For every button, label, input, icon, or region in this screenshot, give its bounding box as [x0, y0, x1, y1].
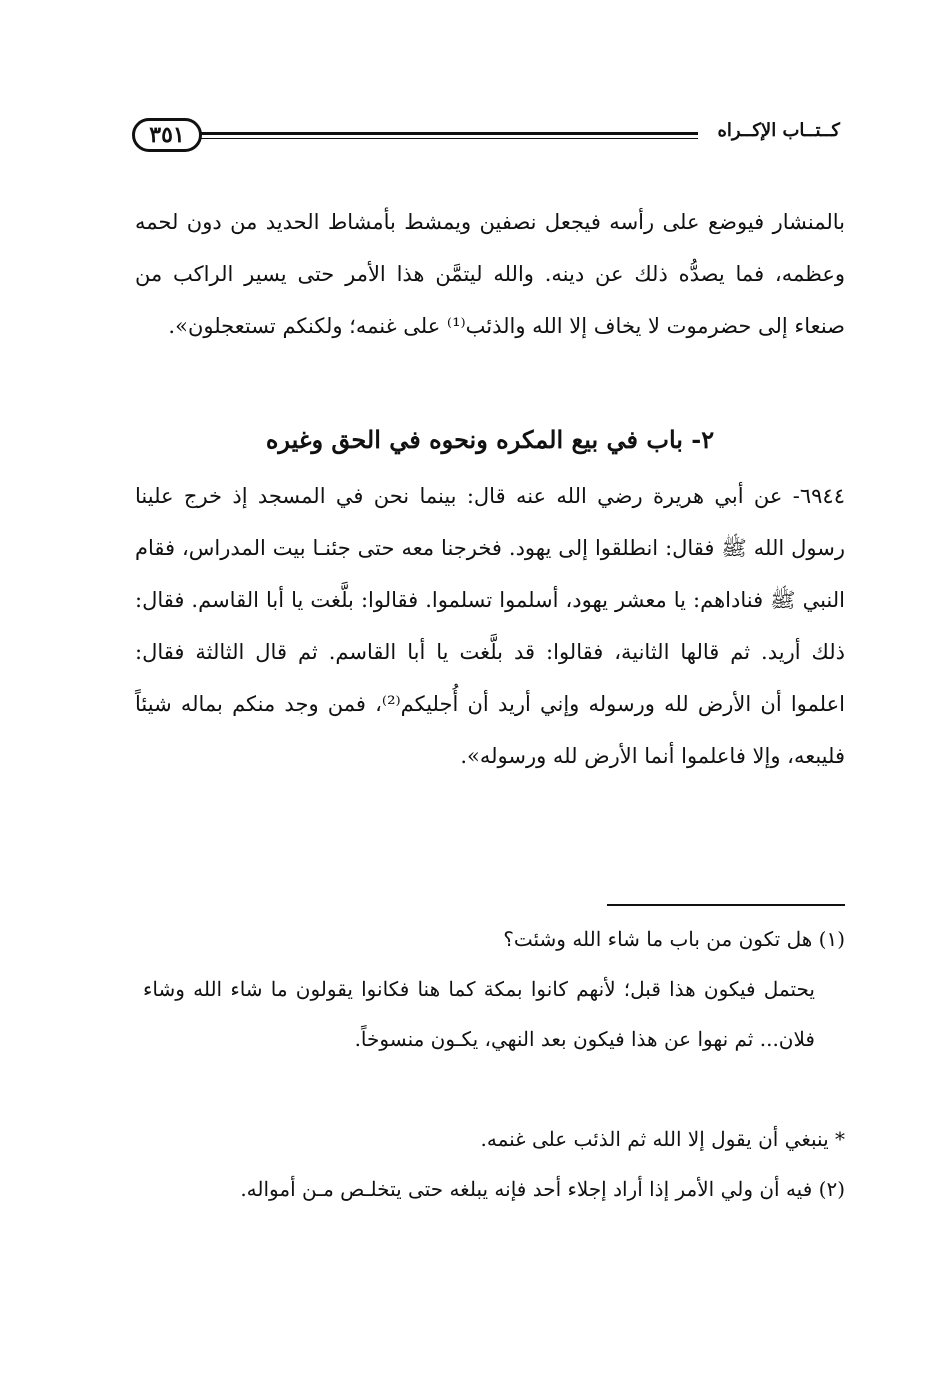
hadith-paragraph: ٦٩٤٤- عن أبي هريرة رضي الله عنه قال: بينما نحن في المسجد إذ خرج علينا رسول الله ﷺ فقال: انطلقوا إلى يهود. فخرجنا معه حتى جئنـا بيت المدراس، فقام النبي ﷺ فناداهم: يا معشر يهود، أسلموا تسلموا. فقالوا: بلَّغت يا أبا القاسم. فقال: ذلك أريد. ثم قالها الثانية، فقالوا: قد بلَّغت يا أبا القاسم. ثم قال الثالثة فقال: اعلموا أن الأرض لله ورسوله وإني أريد أن أُجليكم⁽²⁾، فمن وجد منكم بماله شيئاً فليبعه، وإلا فاعلموا أنما الأرض لله ورسوله».: [135, 484, 845, 768]
footnote-separator: [607, 904, 845, 906]
footnote-2: (٢) فيه أن ولي الأمر إذا أراد إجلاء أحد فإنه يبلغه حتى يتخلـص مـن أمواله.: [240, 1177, 845, 1201]
header-rule: [200, 132, 698, 135]
header-rule-thin: [200, 138, 698, 139]
page-number: ٣٥١: [132, 118, 202, 152]
page-header: [132, 118, 840, 158]
footnote-1-question: (١) هل تكون من باب ما شاء الله وشئت؟: [503, 927, 845, 951]
footnote-1-answer: يحتمل فيكون هذا قبل؛ لأنهم كانوا بمكة كما هنا فكانوا يقولون ما شاء الله وشاء فلان... ثم نهوا عن هذا فيكون بعد النهي، يكـون منسوخاً.: [143, 977, 815, 1051]
paragraph-continuation: بالمنشار فيوضع على رأسه فيجعل نصفين ويمشط بأمشاط الحديد من دون لحمه وعظمه، فما يصدُّه ذلك عن دينه. والله ليتمَّن هذا الأمر حتى يسير الراكب من صنعاء إلى حضرموت لا يخاف إلا الله والذئب⁽¹⁾ على غنمه؛ ولكنكم تستعجلون».: [135, 210, 845, 338]
section-heading: ٢- باب في بيع المكره ونحوه في الحق وغيره: [265, 425, 715, 454]
footnote-1-note: * ينبغي أن يقول إلا الله ثم الذئب على غنمه.: [480, 1127, 845, 1151]
book-title: كــتــاب الإكــراه: [717, 120, 840, 141]
